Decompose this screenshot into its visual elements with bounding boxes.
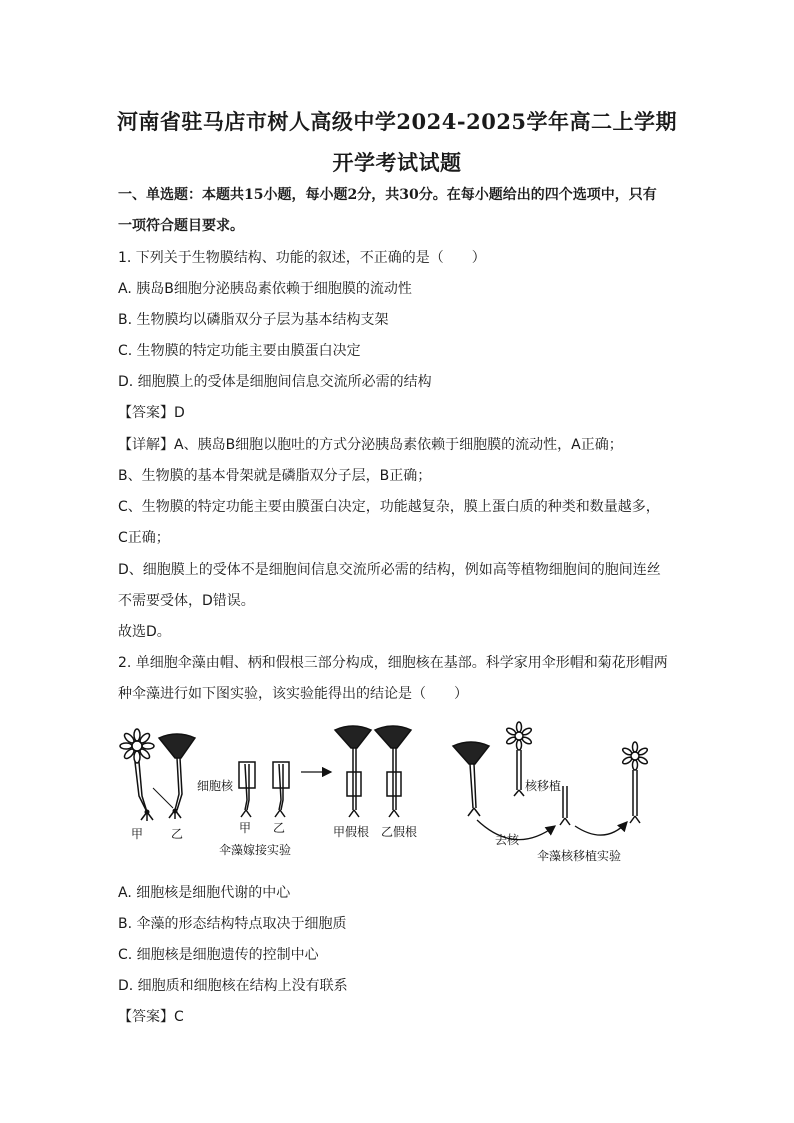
- q1-answer: 【答案】D: [118, 405, 185, 421]
- q1-option-b: B. 生物膜均以磷脂双分子层为基本结构支架: [118, 312, 389, 328]
- q2-option-d: D. 细胞质和细胞核在结构上没有联系: [118, 978, 348, 994]
- section-heading-line1: 一、单选题：本题共15小题，每小题2分，共30分。在每小题给出的四个选项中，只有: [118, 187, 657, 203]
- graft-stalk-yi: [273, 762, 289, 817]
- q1-explain-line: B、生物膜的基本骨架就是磷脂双分子层，B正确；: [118, 468, 432, 484]
- label-jia: 甲: [131, 827, 144, 841]
- graft-result-jia: [335, 726, 371, 817]
- exam-title-line1: 河南省驻马店市树人高级中学2024-2025学年高二上学期: [116, 109, 678, 134]
- label-jia-root: 甲假根: [333, 825, 370, 839]
- transplant-umbrella-alga: [453, 742, 489, 816]
- arrow-curve-icon: [575, 822, 627, 835]
- q1-explain-line: C、生物膜的特定功能主要由膜蛋白决定，功能越复杂，膜上蛋白质的种类和数量越多，: [118, 499, 660, 515]
- label-remove-nucleus: 去核: [495, 833, 520, 847]
- label-yi-2: 乙: [273, 821, 286, 835]
- q1-option-a: A. 胰岛B细胞分泌胰岛素依赖于细胞膜的流动性: [118, 281, 412, 297]
- caption-transplant: 伞藻核移植实验: [537, 849, 622, 863]
- q1-option-c: C. 生物膜的特定功能主要由膜蛋白决定: [118, 343, 361, 359]
- transplant-result-daisy: [622, 742, 649, 823]
- label-nucleus: 细胞核: [197, 779, 234, 793]
- q1-option-d: D. 细胞膜上的受体是细胞间信息交流所必需的结构: [118, 374, 432, 390]
- graft-stalk-jia: [239, 762, 255, 817]
- q1-explain-line: C正确；: [118, 530, 170, 546]
- leader-line: [153, 788, 173, 808]
- q2-stem-line2: 种伞藻进行如下图实验，该实验能得出的结论是（ ）: [118, 686, 468, 702]
- nucleus-dot: [145, 810, 150, 815]
- label-transplant: 核移植: [525, 779, 562, 793]
- q1-explain-line: 不需要受体，D错误。: [118, 593, 255, 609]
- label-yi-root: 乙假根: [381, 825, 418, 839]
- caption-graft: 伞藻嫁接实验: [219, 843, 292, 857]
- q1-stem: 1. 下列关于生物膜结构、功能的叙述，不正确的是（ ）: [118, 250, 486, 266]
- q2-option-b: B. 伞藻的形态结构特点取决于细胞质: [118, 916, 347, 932]
- label-yi: 乙: [171, 827, 184, 841]
- q2-answer: 【答案】C: [118, 1009, 184, 1025]
- section-heading-line2: 一项符合题目要求。: [118, 218, 244, 234]
- graft-result-yi: [375, 726, 411, 817]
- q1-explain-line: 【详解】A、胰岛B细胞以胞吐的方式分泌胰岛素依赖于细胞膜的流动性，A正确；: [118, 437, 623, 453]
- q2-option-c: C. 细胞核是细胞遗传的控制中心: [118, 947, 319, 963]
- exam-title-line2: 开学考试试题: [332, 150, 462, 175]
- q2-stem-line1: 2. 单细胞伞藻由帽、柄和假根三部分构成，细胞核在基部。科学家用伞形帽和菊花形帽两: [118, 655, 668, 671]
- label-jia-2: 甲: [239, 821, 252, 835]
- transplant-stalk: [560, 786, 570, 825]
- q1-explain-line: 故选D。: [118, 624, 171, 640]
- q1-explain-line: D、细胞膜上的受体不是细胞间信息交流所必需的结构，例如高等植物细胞间的胞间连丝: [118, 562, 661, 578]
- umbrella-cap-alga-yi: [159, 734, 195, 819]
- nucleus-dot: [173, 809, 178, 814]
- daisy-cap-alga-jia: [120, 729, 154, 821]
- acetabularia-figure: [115, 716, 685, 866]
- q2-option-a: A. 细胞核是细胞代谢的中心: [118, 885, 291, 901]
